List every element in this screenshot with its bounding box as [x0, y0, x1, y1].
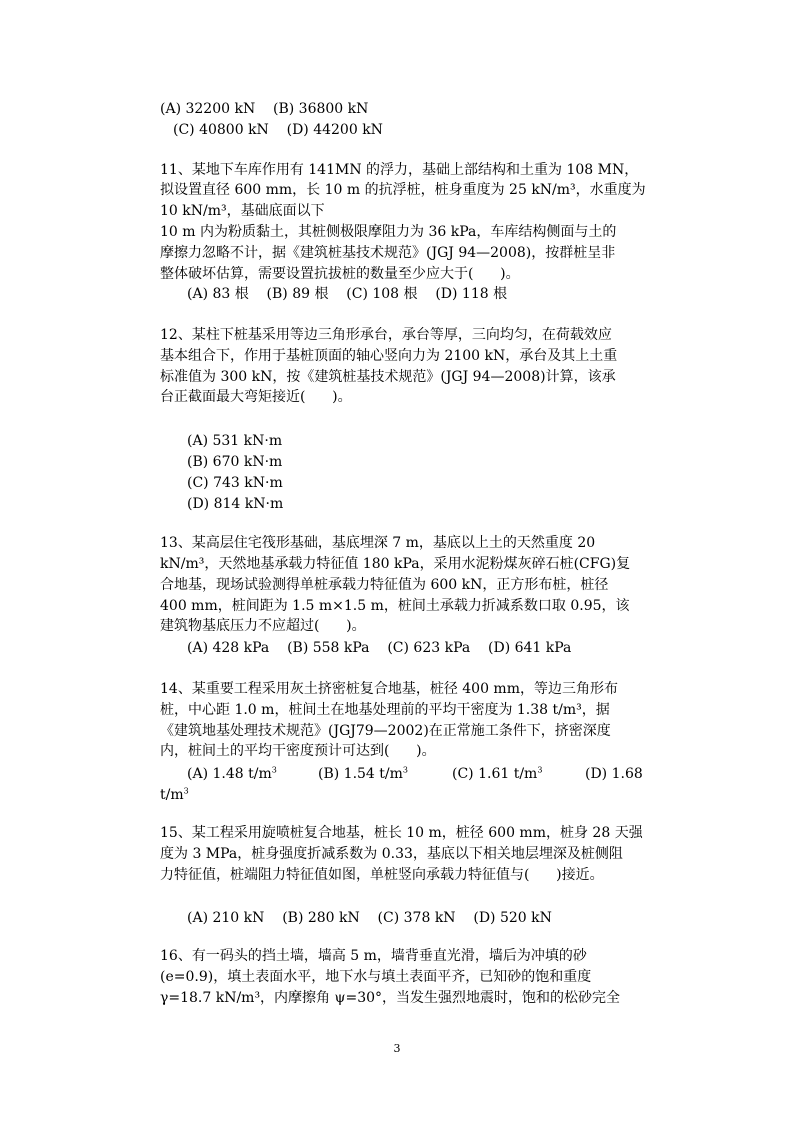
- q13-line-5: 建筑物基底压力不应超过( )。: [160, 618, 366, 634]
- q12-line-2: 基本组合下，作用于基桩顶面的轴心竖向力为 2100 kN，承台及其上土重: [160, 348, 618, 364]
- q16-line-1: 16、有一码头的挡土墙，墙高 5 m，墙背垂直光滑，墙后为冲填的砂: [160, 948, 587, 964]
- q12-line-4: 台正截面最大弯矩接近( )。: [160, 389, 352, 405]
- q12-line-1: 12、某柱下桩基采用等边三角形承台，承台等厚，三向均匀，在荷载效应: [160, 327, 612, 343]
- q14-option-a: (A) 1.48 $t/m^3$: [187, 765, 277, 782]
- q14-option-d-unit: $t/m^3$: [160, 786, 189, 803]
- q15-options: (A) 210 kN (B) 280 kN (C) 378 kN (D) 520 kN: [187, 910, 552, 926]
- q11-line-6: 整体破坏估算，需要设置抗拔桩的数量至少应大于( )。: [160, 266, 520, 282]
- q11-options: (A) 83 根 (B) 89 根 (C) 108 根 (D) 118 根: [187, 286, 508, 302]
- q14-line-2: 桩，中心距 1.0 m，桩间土在地基处理前的平均干密度为 1.38 t/m³，据: [160, 702, 610, 718]
- q11-line-4: 10 m 内为粉质黏土，其桩侧极限摩阻力为 36 kPa，车库结构侧面与土的: [160, 224, 617, 240]
- q14-option-b: (B) 1.54 $t/m^3$: [318, 765, 408, 782]
- q14-line-1: 14、某重要工程采用灰土挤密桩复合地基，桩径 400 mm，等边三角形布: [160, 681, 618, 697]
- q13-line-2: kN/m³，天然地基承载力特征值 180 kPa，采用水泥粉煤灰碎石桩(CFG)复: [160, 556, 631, 572]
- q13-line-1: 13、某高层住宅筏形基础，基底埋深 7 m，基底以上土的天然重度 20: [160, 535, 596, 551]
- q14-option-c: (C) 1.61 $t/m^3$: [452, 765, 543, 782]
- q12-line-3: 标准值为 300 kN，按《建筑桩基技术规范》(JGJ 94—2008)计算，该承: [160, 369, 616, 385]
- q16-line-3: γ=18.7 kN/m³，内摩擦角 ψ=30°，当发生强烈地震时，饱和的松砂完全: [160, 990, 621, 1006]
- q11-line-2: 拟设置直径 600 mm，长 10 m 的抗浮桩，桩身重度为 25 kN/m³，水重度为: [160, 182, 646, 198]
- q16-line-2: (e=0.9)，填土表面水平，地下水与填土表面平齐，已知砂的饱和重度: [160, 969, 592, 985]
- q12-option-a: (A) 531 kN·m: [187, 433, 283, 449]
- q11-line-5: 摩擦力忽略不计，据《建筑桩基技术规范》(JGJ 94—2008)，按群桩呈非: [160, 245, 616, 261]
- prev-options-line-1: (A) 32200 kN (B) 36800 kN: [160, 101, 369, 117]
- q15-line-1: 15、某工程采用旋喷桩复合地基，桩长 10 m，桩径 600 mm，桩身 28 天强: [160, 825, 643, 841]
- q14-line-4: 内，桩间土的平均干密度预计可达到( )。: [160, 743, 436, 759]
- q11-line-3: 10 kN/m³，基础底面以下: [160, 203, 325, 219]
- q12-option-b: (B) 670 kN·m: [187, 454, 283, 470]
- q14-option-d: (D) 1.68: [585, 766, 643, 782]
- q14-line-3: 《建筑地基处理技术规范》(JGJ79—2002)在正常施工条件下，挤密深度: [160, 723, 611, 739]
- q11-line-1: 11、某地下车库作用有 141MN 的浮力，基础上部结构和土重为 108 MN，: [160, 162, 639, 178]
- q13-line-3: 合地基，现场试验测得单桩承载力特征值为 600 kN，正方形布桩，桩径: [160, 577, 609, 593]
- q15-line-3: 力特征值，桩端阻力特征值如图，单桩竖向承载力特征值与( )接近。: [160, 867, 604, 883]
- q13-options: (A) 428 kPa (B) 558 kPa (C) 623 kPa (D) 641 kPa: [187, 640, 572, 656]
- q15-line-2: 度为 3 MPa，桩身强度折减系数为 0.33，基底以下相关地层埋深及桩侧阻: [160, 846, 623, 862]
- q13-line-4: 400 mm，桩间距为 1.5 m×1.5 m，桩间土承载力折减系数口取 0.95，该: [160, 598, 630, 614]
- prev-options-line-2: (C) 40800 kN (D) 44200 kN: [173, 122, 383, 138]
- q12-option-d: (D) 814 kN·m: [187, 496, 284, 512]
- page-number: 3: [393, 1042, 401, 1055]
- q12-option-c: (C) 743 kN·m: [187, 475, 283, 491]
